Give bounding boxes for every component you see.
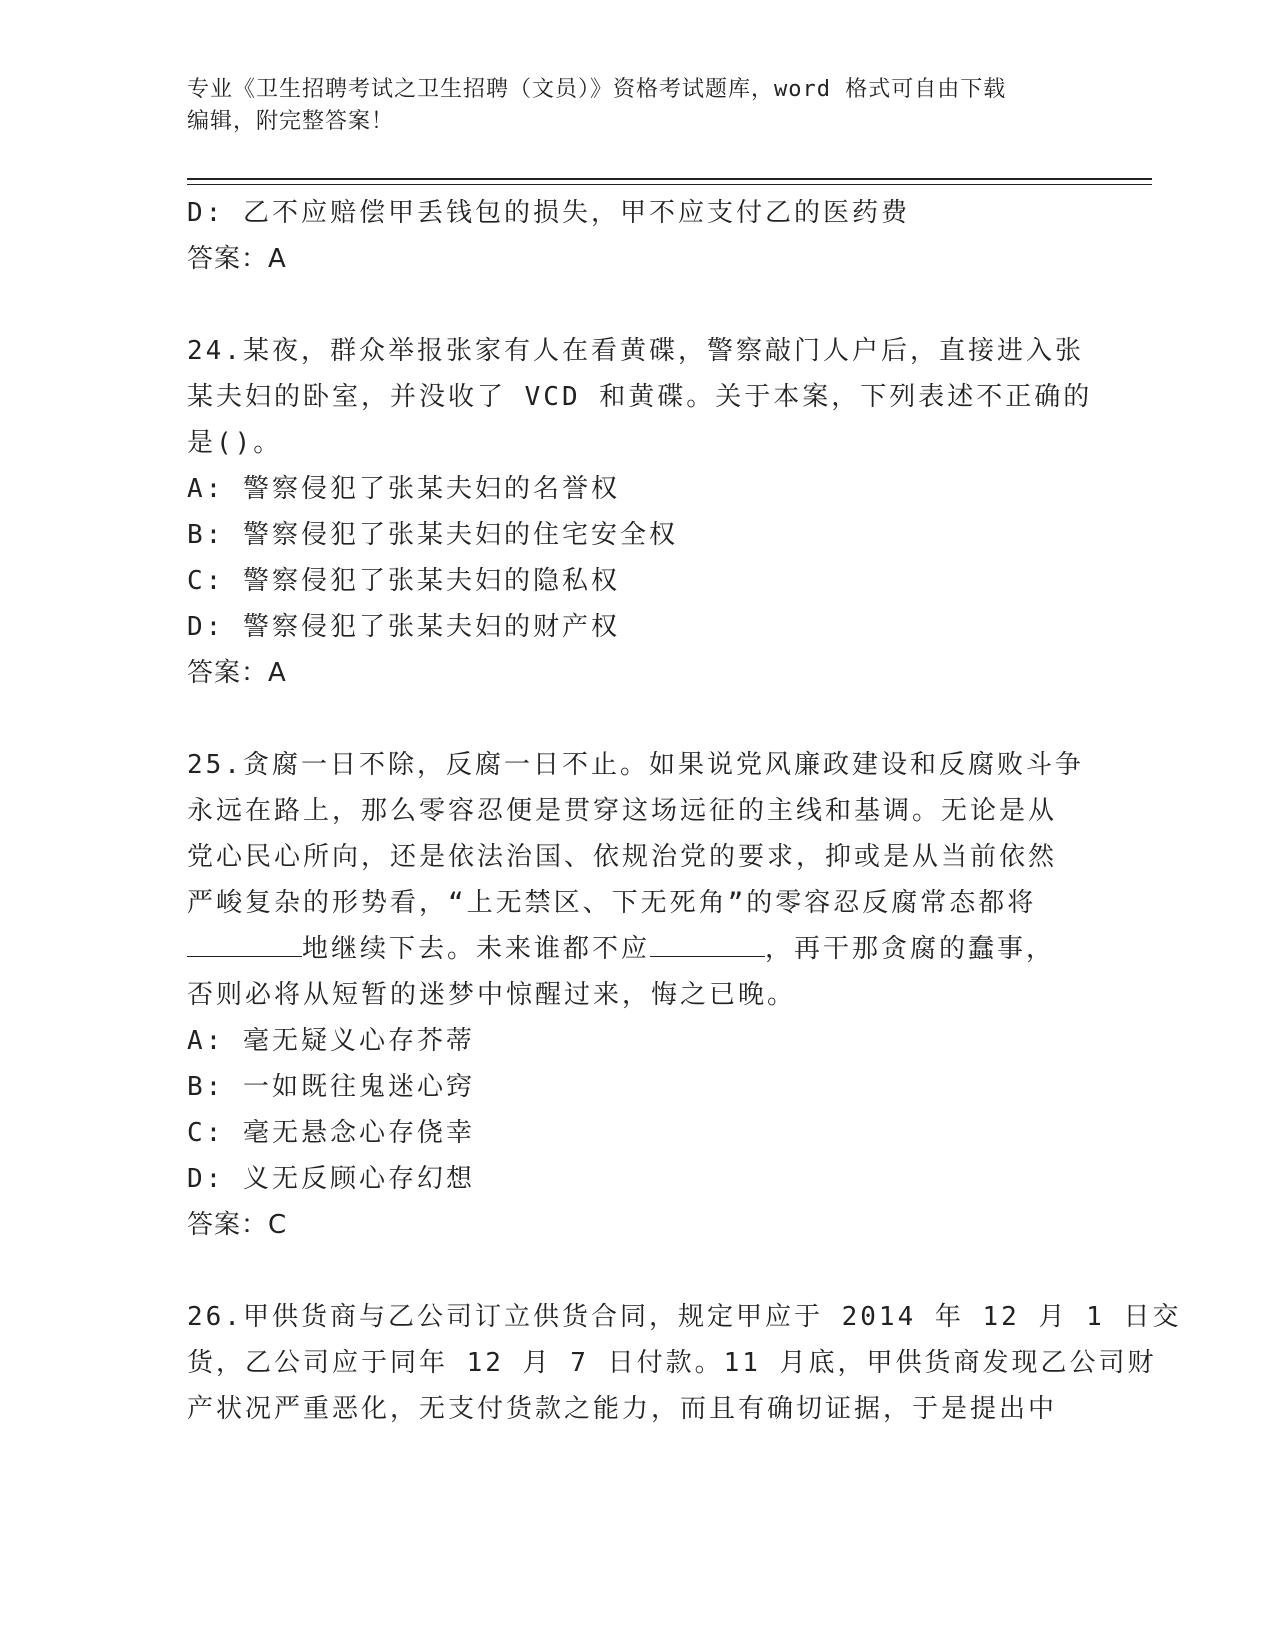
spacer bbox=[187, 1248, 1087, 1294]
question-26 bbox=[187, 1294, 1182, 1432]
option-b: B: 一如既往鬼迷心窍 bbox=[187, 1072, 475, 1102]
spacer bbox=[187, 282, 1087, 328]
question-stem-line: 永远在路上，那么零容忍便是贯穿这场远征的主线和基调。无论是从 bbox=[187, 796, 1058, 826]
fill-blank bbox=[650, 926, 765, 957]
question-stem-line: 否则必将从短暂的迷梦中惊醒过来，悔之已晚。 bbox=[187, 980, 797, 1010]
question-stem-line-with-blanks bbox=[187, 926, 1087, 972]
header-rule-thin bbox=[187, 184, 1152, 185]
option-c: C: 警察侵犯了张某夫妇的隐私权 bbox=[187, 566, 620, 596]
option-c: C: 毫无悬念心存侥幸 bbox=[187, 1118, 475, 1148]
option-b: B: 警察侵犯了张某夫妇的住宅安全权 bbox=[187, 520, 678, 550]
header-line-1: 专业《卫生招聘考试之卫生招聘（文员）》资格考试题库，word 格式可自由下载 bbox=[187, 77, 1007, 102]
answer: 答案：A bbox=[187, 244, 287, 274]
answer: 答案：A bbox=[187, 658, 287, 688]
question-23-tail bbox=[187, 190, 1087, 282]
stem-text: ，再干那贪腐的蠢事， bbox=[765, 934, 1056, 964]
question-25 bbox=[187, 742, 1087, 1248]
question-stem-line: 产状况严重恶化，无支付货款之能力，而且有确切证据，于是提出中 bbox=[187, 1394, 1058, 1424]
question-stem-line: 某夫妇的卧室，并没收了 VCD 和黄碟。关于本案，下列表述不正确的 bbox=[187, 382, 1093, 412]
question-stem-line: 24.某夜，群众举报张家有人在看黄碟，警察敲门人户后，直接进入张 bbox=[187, 336, 1084, 366]
header-line-2: 编辑，附完整答案！ bbox=[187, 109, 395, 134]
document-body bbox=[187, 190, 1182, 1432]
option-d: D: 乙不应赔偿甲丢钱包的损失，甲不应支付乙的医药费 bbox=[187, 198, 910, 228]
stem-text: 地继续下去。未来谁都不应 bbox=[302, 934, 651, 964]
question-stem-line: 严峻复杂的形势看，“上无禁区、下无死角”的零容忍反腐常态都将 bbox=[187, 888, 1037, 918]
option-d: D: 义无反顾心存幻想 bbox=[187, 1164, 475, 1194]
answer: 答案：C bbox=[187, 1210, 288, 1240]
question-stem-line: 党心民心所向，还是依法治国、依规治党的要求，抑或是从当前依然 bbox=[187, 842, 1058, 872]
question-stem-line: 25.贪腐一日不除，反腐一日不止。如果说党风廉政建设和反腐败斗争 bbox=[187, 750, 1084, 780]
question-stem-line: 是()。 bbox=[187, 428, 283, 458]
question-stem-line: 货，乙公司应于同年 12 月 7 日付款。11 月底，甲供货商发现乙公司财 bbox=[187, 1348, 1157, 1378]
option-a: A: 毫无疑义心存芥蒂 bbox=[187, 1026, 475, 1056]
fill-blank bbox=[187, 926, 302, 957]
header-rule-thick bbox=[187, 178, 1152, 180]
option-d: D: 警察侵犯了张某夫妇的财产权 bbox=[187, 612, 620, 642]
option-a: A: 警察侵犯了张某夫妇的名誉权 bbox=[187, 474, 620, 504]
spacer bbox=[187, 696, 1087, 742]
question-24 bbox=[187, 328, 1093, 696]
document-header bbox=[187, 74, 1087, 138]
question-stem-line: 26.甲供货商与乙公司订立供货合同，规定甲应于 2014 年 12 月 1 日交 bbox=[187, 1302, 1182, 1332]
